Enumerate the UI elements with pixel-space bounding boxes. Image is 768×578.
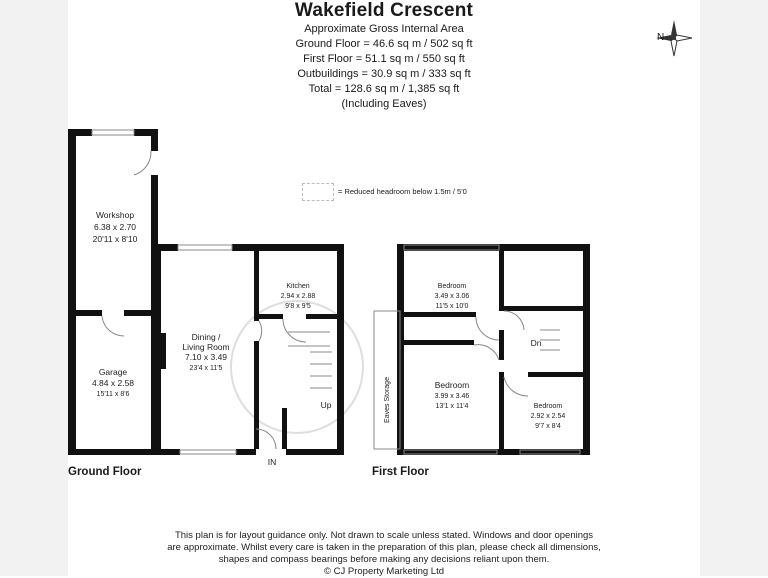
kitchen-imperial: 9'8 x 9'5 [285, 303, 311, 310]
dining-metric: 7.10 x 3.49 [184, 352, 228, 362]
bedroom2-metric: 3.99 x 3.46 [434, 393, 470, 400]
copyright: © CJ Property Marketing Ltd [324, 566, 444, 577]
window-and-door-lines [92, 130, 580, 454]
first-floor-walls [397, 244, 590, 455]
area-note: (Including Eaves) [341, 98, 427, 110]
living-room-label: Living Room [182, 342, 230, 352]
bedroom1-label: Bedroom [437, 283, 467, 290]
bedroom3-imperial: 9'7 x 8'4 [535, 423, 561, 430]
area-ground: Ground Floor = 46.6 sq m / 502 sq ft [295, 38, 473, 50]
compass-north-label: N [657, 32, 665, 43]
garage-metric: 4.84 x 2.58 [91, 378, 135, 388]
workshop-label: Workshop [95, 210, 135, 220]
ground-floor-label: Ground Floor [68, 466, 142, 478]
plan-title: Wakefield Crescent [294, 0, 474, 21]
eaves-storage-label: Eaves Storage [384, 377, 391, 423]
bedroom3-metric: 2.92 x 2.54 [530, 413, 566, 420]
entrance-label: IN [267, 457, 277, 467]
ground-floor-walls [68, 129, 344, 455]
stairs-down-label: Dn [530, 338, 542, 348]
bedroom2-label: Bedroom [434, 380, 470, 390]
bedroom3-label: Bedroom [533, 403, 563, 410]
dining-label: Dining / [191, 332, 221, 342]
workshop-imperial: 20'11 x 8'10 [92, 234, 138, 244]
bedroom1-metric: 3.49 x 3.06 [434, 293, 470, 300]
disclaimer-line: This plan is for layout guidance only. Not drawn to scale unless stated. Windows and door openings [174, 530, 594, 541]
area-heading: Approximate Gross Internal Area [304, 23, 464, 35]
bedroom2-imperial: 13'1 x 11'4 [435, 403, 469, 410]
area-first: First Floor = 51.1 sq m / 550 sq ft [303, 53, 465, 65]
first-floor-label: First Floor [372, 466, 429, 478]
dining-imperial: 23'4 x 11'5 [189, 365, 223, 372]
area-outbuildings: Outbuildings = 30.9 sq m / 333 sq ft [297, 68, 471, 80]
legend-text: = Reduced headroom below 1.5m / 5'0 [338, 187, 467, 196]
kitchen-label: Kitchen [286, 283, 310, 290]
area-total: Total = 128.6 sq m / 1,385 sq ft [308, 83, 460, 95]
stairs-up-label: Up [320, 400, 332, 410]
workshop-metric: 6.38 x 2.70 [93, 222, 137, 232]
disclaimer-line: are approximate. Whilst every care is taken in the preparation of this plan, please check all dimensions, [167, 542, 601, 553]
disclaimer [0, 530, 768, 578]
kitchen-metric: 2.94 x 2.88 [280, 293, 316, 300]
disclaimer-line: shapes and compass bearings before making any decisions reliant upon them. [218, 554, 550, 565]
garage-label: Garage [98, 367, 128, 377]
garage-imperial: 15'11 x 8'6 [96, 391, 130, 398]
bedroom1-imperial: 11'5 x 10'0 [435, 303, 469, 310]
